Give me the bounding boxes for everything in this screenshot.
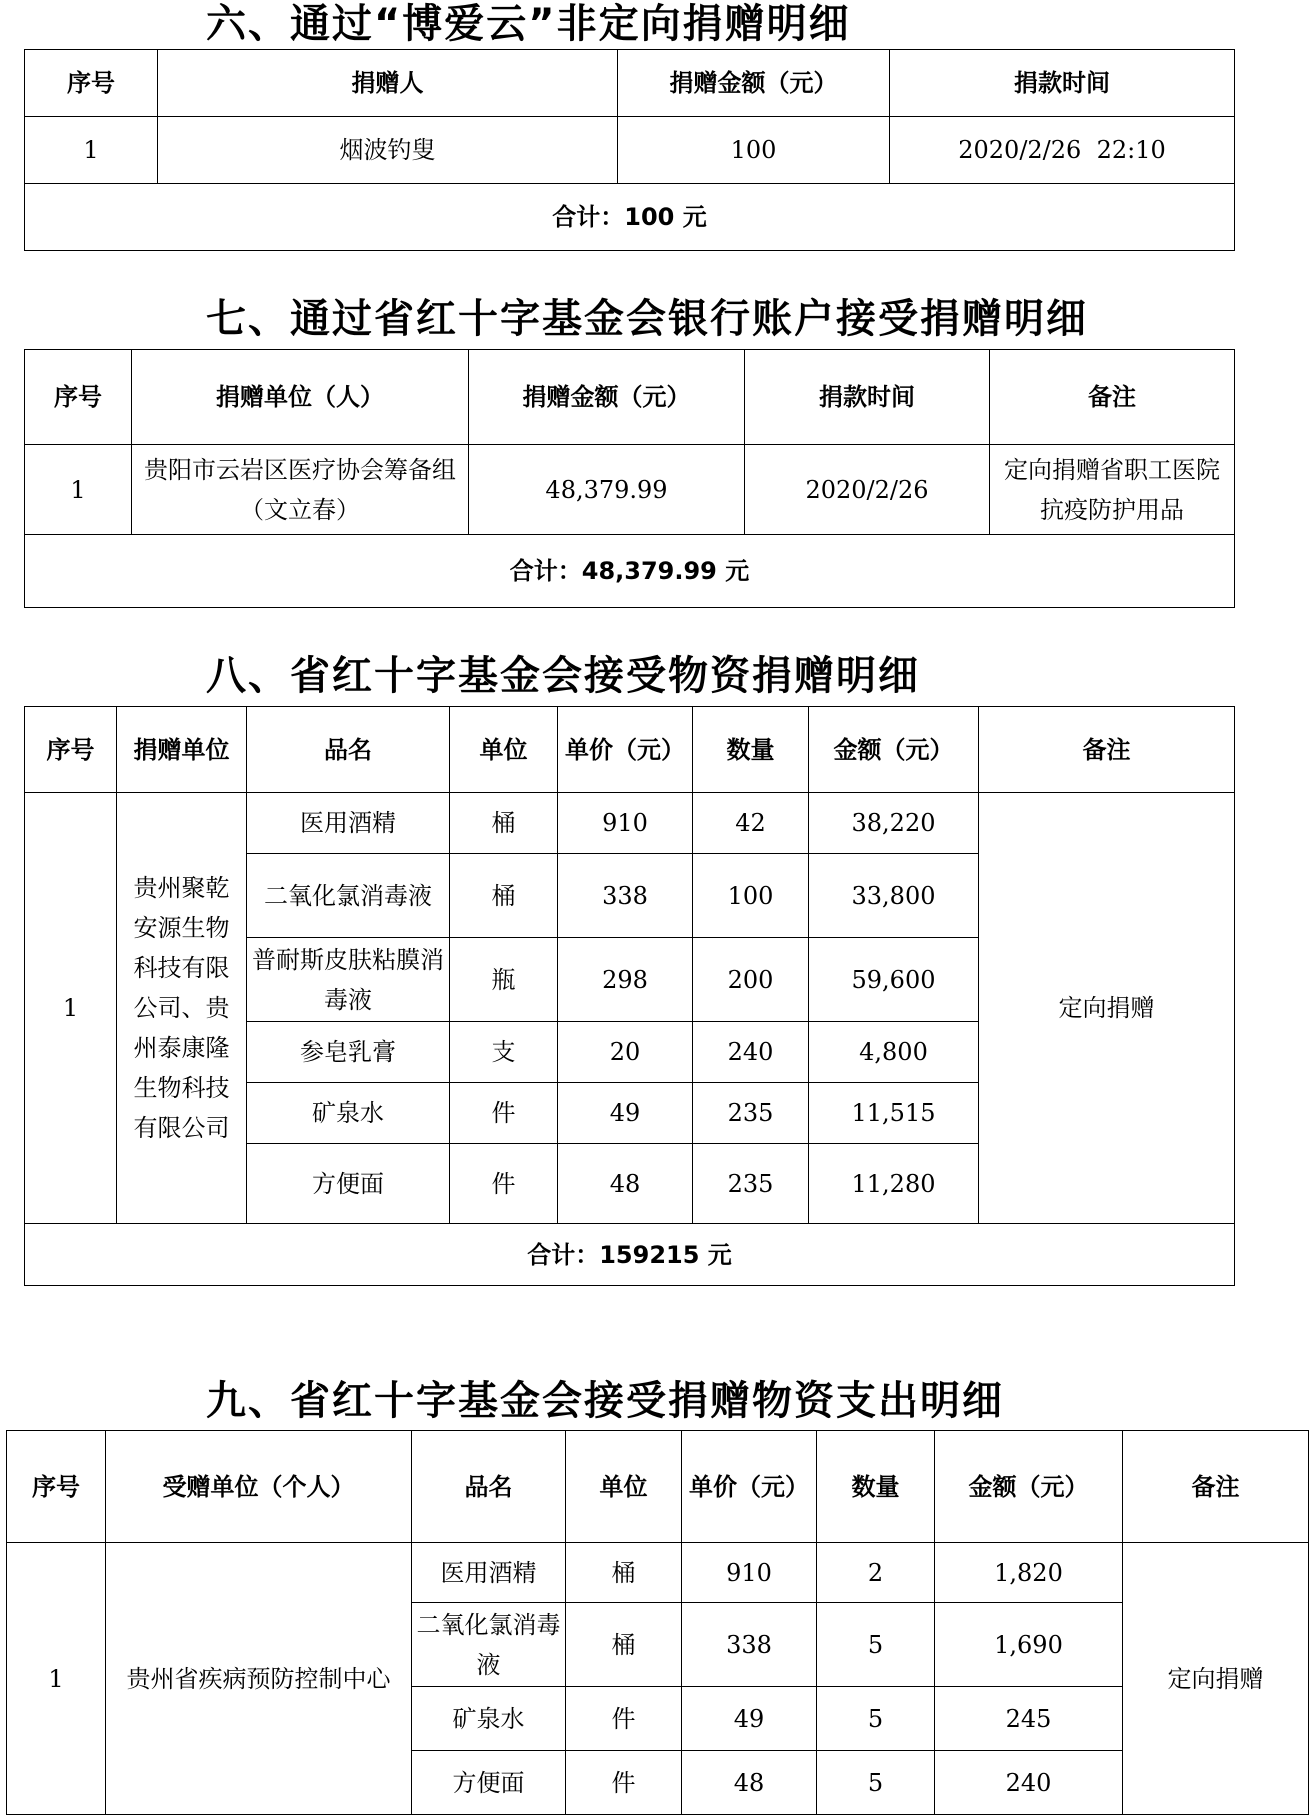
cell-qty: 200 — [693, 938, 809, 1022]
cell-qty: 5 — [817, 1751, 935, 1815]
section8-table — [24, 706, 1235, 1286]
cell-name: 普耐斯皮肤粘膜消毒液 — [247, 938, 450, 1022]
section6-title: 六、通过“博爱云”非定向捐赠明细 — [206, 1, 851, 47]
header-time: 捐款时间 — [745, 350, 990, 445]
cell-unit: 件 — [566, 1751, 682, 1815]
table-row — [25, 445, 1235, 535]
cell-price: 48 — [682, 1751, 817, 1815]
section9-title: 九、省红十字基金会接受捐赠物资支出明细 — [206, 1378, 1004, 1424]
cell-time: 2020/2/26 — [745, 445, 990, 535]
header-no: 序号 — [25, 707, 117, 793]
cell-qty: 240 — [693, 1022, 809, 1083]
cell-amount: 100 — [618, 117, 890, 184]
cell-name: 医用酒精 — [247, 793, 450, 854]
cell-name: 矿泉水 — [412, 1687, 566, 1751]
header-note: 备注 — [990, 350, 1235, 445]
cell-price: 910 — [558, 793, 693, 854]
cell-name: 二氧化氯消毒液 — [247, 854, 450, 938]
cell-amount: 11,280 — [809, 1144, 979, 1224]
cell-amount: 240 — [935, 1751, 1123, 1815]
cell-price: 49 — [558, 1083, 693, 1144]
header-donor: 捐赠人 — [158, 50, 618, 117]
cell-unit: 桶 — [566, 1543, 682, 1603]
header-unit: 单位 — [566, 1431, 682, 1543]
table-row — [25, 793, 1235, 854]
cell-amount: 33,800 — [809, 854, 979, 938]
cell-note: 定向捐赠省职工医院抗疫防护用品 — [990, 445, 1235, 535]
cell-unit: 支 — [450, 1022, 558, 1083]
cell-donor: 贵阳市云岩区医疗协会筹备组（文立春） — [132, 445, 469, 535]
header-no: 序号 — [25, 350, 132, 445]
section8-title: 八、省红十字基金会接受物资捐赠明细 — [206, 653, 920, 699]
cell-note: 定向捐赠 — [979, 793, 1235, 1224]
table-row — [7, 1543, 1309, 1603]
cell-name: 矿泉水 — [247, 1083, 450, 1144]
section7-title: 七、通过省红十字基金会银行账户接受捐赠明细 — [206, 296, 1088, 342]
header-amount: 捐赠金额（元） — [618, 50, 890, 117]
cell-amount: 1,820 — [935, 1543, 1123, 1603]
cell-price: 338 — [558, 854, 693, 938]
cell-price: 20 — [558, 1022, 693, 1083]
cell-no: 1 — [25, 117, 158, 184]
header-donor: 捐赠单位（人） — [132, 350, 469, 445]
cell-name: 方便面 — [412, 1751, 566, 1815]
cell-donor: 贵州聚乾安源生物科技有限公司、贵州泰康隆生物科技有限公司 — [117, 793, 247, 1224]
cell-amount: 245 — [935, 1687, 1123, 1751]
cell-unit: 件 — [450, 1083, 558, 1144]
cell-qty: 5 — [817, 1603, 935, 1687]
cell-price: 910 — [682, 1543, 817, 1603]
cell-unit: 桶 — [450, 793, 558, 854]
table-row — [25, 117, 1235, 184]
header-amount: 捐赠金额（元） — [469, 350, 745, 445]
cell-amount: 11,515 — [809, 1083, 979, 1144]
section6-total: 合计：100 元 — [25, 184, 1235, 251]
cell-unit: 瓶 — [450, 938, 558, 1022]
cell-qty: 5 — [817, 1687, 935, 1751]
header-amount: 金额（元） — [935, 1431, 1123, 1543]
header-recipient: 受赠单位（个人） — [106, 1431, 412, 1543]
cell-name: 参皂乳膏 — [247, 1022, 450, 1083]
cell-amount: 38,220 — [809, 793, 979, 854]
header-name: 品名 — [247, 707, 450, 793]
cell-amount: 59,600 — [809, 938, 979, 1022]
cell-price: 48 — [558, 1144, 693, 1224]
cell-unit: 件 — [450, 1144, 558, 1224]
cell-name: 二氧化氯消毒液 — [412, 1603, 566, 1687]
cell-amount: 1,690 — [935, 1603, 1123, 1687]
cell-donor: 烟波钓叟 — [158, 117, 618, 184]
section7-total: 合计：48,379.99 元 — [25, 535, 1235, 608]
cell-unit: 桶 — [566, 1603, 682, 1687]
section7-table — [24, 349, 1235, 608]
header-price: 单价（元） — [558, 707, 693, 793]
header-amount: 金额（元） — [809, 707, 979, 793]
cell-no: 1 — [25, 793, 117, 1224]
cell-name: 方便面 — [247, 1144, 450, 1224]
header-name: 品名 — [412, 1431, 566, 1543]
cell-name: 医用酒精 — [412, 1543, 566, 1603]
cell-no: 1 — [7, 1543, 106, 1815]
section9-table — [6, 1430, 1309, 1815]
cell-amount: 48,379.99 — [469, 445, 745, 535]
cell-qty: 235 — [693, 1144, 809, 1224]
header-qty: 数量 — [693, 707, 809, 793]
cell-unit: 件 — [566, 1687, 682, 1751]
cell-qty: 2 — [817, 1543, 935, 1603]
cell-price: 49 — [682, 1687, 817, 1751]
cell-amount: 4,800 — [809, 1022, 979, 1083]
cell-price: 298 — [558, 938, 693, 1022]
cell-note: 定向捐赠 — [1123, 1543, 1309, 1815]
header-donor: 捐赠单位 — [117, 707, 247, 793]
header-price: 单价（元） — [682, 1431, 817, 1543]
header-time: 捐款时间 — [890, 50, 1235, 117]
cell-unit: 桶 — [450, 854, 558, 938]
cell-qty: 235 — [693, 1083, 809, 1144]
header-note: 备注 — [1123, 1431, 1309, 1543]
cell-recipient: 贵州省疾病预防控制中心 — [106, 1543, 412, 1815]
section8-total: 合计：159215 元 — [25, 1224, 1235, 1286]
header-qty: 数量 — [817, 1431, 935, 1543]
cell-price: 338 — [682, 1603, 817, 1687]
cell-no: 1 — [25, 445, 132, 535]
header-note: 备注 — [979, 707, 1235, 793]
cell-qty: 42 — [693, 793, 809, 854]
header-no: 序号 — [25, 50, 158, 117]
header-unit: 单位 — [450, 707, 558, 793]
section6-table — [24, 49, 1235, 251]
header-no: 序号 — [7, 1431, 106, 1543]
cell-qty: 100 — [693, 854, 809, 938]
cell-time: 2020/2/26 22:10 — [890, 117, 1235, 184]
